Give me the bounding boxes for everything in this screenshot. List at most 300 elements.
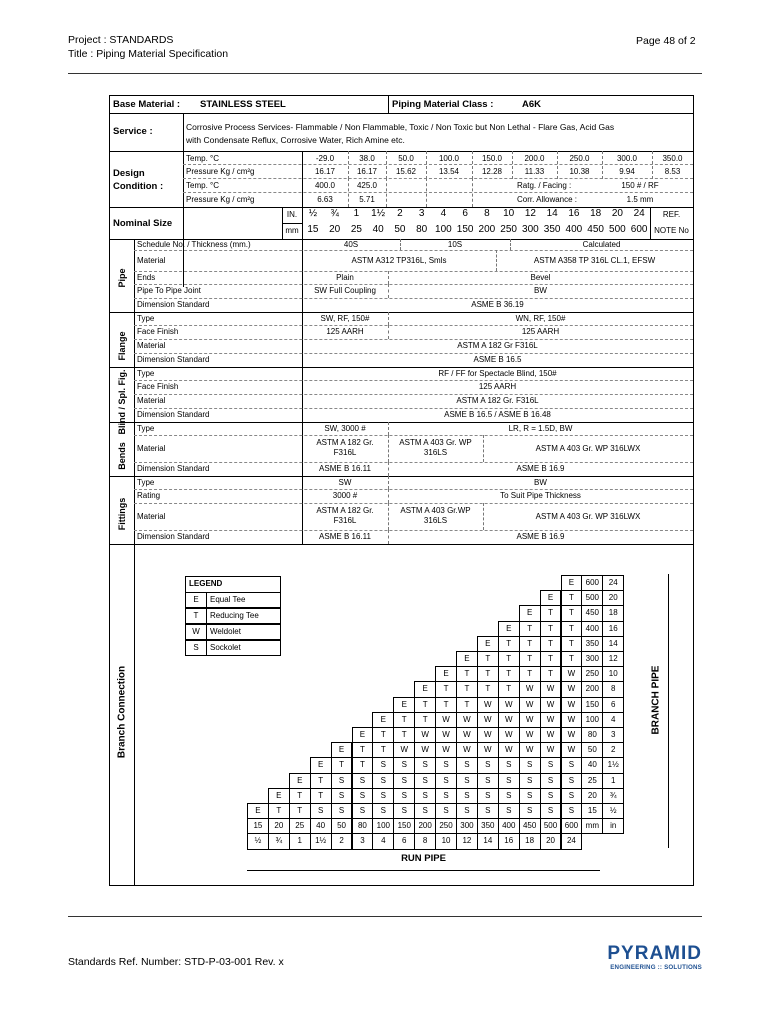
row-value: ASME B 16.9 — [516, 532, 565, 541]
branch-cell: S — [435, 803, 457, 819]
run-size-mm: 15 — [247, 818, 269, 834]
row-label: Dimension Standard — [137, 300, 210, 309]
base-material-value: STAINLESS STEEL — [200, 99, 286, 110]
branch-cell: S — [540, 773, 562, 789]
branch-cell: W — [519, 712, 541, 728]
row-value: ASME B 16.11 — [319, 464, 371, 473]
branch-size-in: 6 — [602, 697, 624, 713]
branch-cell: T — [540, 621, 562, 637]
piping-class-value: A6K — [522, 99, 542, 110]
branch-cell: E — [331, 742, 353, 758]
branch-size-in: 12 — [602, 651, 624, 667]
design-temp: 350.0 — [662, 154, 683, 163]
branch-cell: W — [561, 712, 583, 728]
branch-cell: W — [456, 712, 478, 728]
branch-cell: S — [561, 788, 583, 804]
branch-cell: T — [456, 666, 478, 682]
branch-cell: T — [310, 788, 332, 804]
row-value: BW — [534, 286, 547, 295]
standards-ref: Standards Ref. Number: STD-P-03-001 Rev. x — [68, 956, 284, 968]
branch-cell: E — [519, 605, 541, 621]
branch-cell: S — [414, 788, 436, 804]
branch-cell: S — [352, 788, 374, 804]
branch-cell: S — [352, 773, 374, 789]
nominal-inch: 3 — [418, 208, 425, 219]
nominal-inch: 6 — [462, 208, 468, 219]
row-value: ASME B 16.5 — [473, 355, 522, 364]
nominal-inch: 16 — [568, 208, 580, 219]
branch-cell: W — [477, 712, 499, 728]
row-label: Material — [137, 443, 166, 453]
branch-cell: S — [372, 757, 394, 773]
branch-cell: W — [393, 742, 415, 758]
branch-cell: W — [540, 712, 562, 728]
design-pressure: 15.62 — [395, 167, 417, 176]
branch-cell: W — [498, 712, 520, 728]
row-value: 125 AARH — [326, 327, 364, 336]
row-label: Type — [137, 368, 155, 378]
branch-size-in: 18 — [602, 605, 624, 621]
branch-cell: S — [540, 803, 562, 819]
branch-cell: T — [435, 697, 457, 713]
service-label: Service : — [113, 126, 153, 137]
branch-cell: T — [352, 742, 374, 758]
run-size-mm: 600 — [561, 818, 583, 834]
branch-cell: E — [352, 727, 374, 743]
rating-value: 150 # / RF — [621, 181, 659, 190]
branch-cell: W — [561, 727, 583, 743]
branch-cell: T — [372, 742, 394, 758]
run-size-in: 16 — [498, 833, 520, 849]
nominal-mm: 150 — [456, 224, 474, 235]
branch-cell: E — [372, 712, 394, 728]
design-temp: 200.0 — [524, 154, 545, 163]
run-size-mm: 100 — [372, 818, 394, 834]
nominal-mm: 20 — [329, 224, 341, 235]
branch-cell: S — [331, 803, 353, 819]
design-temp: 50.0 — [398, 154, 414, 163]
branch-cell: W — [540, 742, 562, 758]
branch-cell: S — [372, 803, 394, 819]
nominal-inch: 1 — [353, 208, 360, 219]
nominal-inch: 2 — [397, 208, 403, 219]
nominal-inch: ¾ — [330, 208, 339, 219]
nominal-mm: 500 — [609, 224, 626, 235]
nominal-mm: 25 — [350, 224, 362, 235]
branch-size-in: 2 — [602, 742, 624, 758]
legend-code: E — [185, 592, 207, 608]
nominal-mm: 450 — [587, 224, 604, 235]
branch-cell: S — [414, 803, 436, 819]
row-value: 316LS — [423, 516, 448, 525]
row-value: F316L — [333, 516, 357, 525]
branch-size-in: 14 — [602, 636, 624, 652]
nominal-size-label: Nominal Size — [113, 218, 173, 229]
run-size-mm: 80 — [352, 818, 374, 834]
branch-cell: E — [435, 666, 457, 682]
row-label: Schedule No. / Thickness (mm.) — [137, 239, 251, 249]
design-pressure: 11.33 — [524, 167, 545, 176]
branch-size-in: 20 — [602, 590, 624, 606]
row-value: 316LS — [423, 448, 448, 457]
branch-cell: W — [435, 712, 457, 728]
row-value: ASME B 16.5 / ASME B 16.48 — [444, 410, 551, 419]
branch-cell: T — [456, 681, 478, 697]
row-value: SW, RF, 150# — [320, 313, 370, 323]
branch-size-mm: 20 — [581, 788, 603, 804]
temp-label-2: Temp. °C — [186, 181, 219, 190]
branch-cell: T — [519, 636, 541, 652]
nominal-inch: 18 — [590, 208, 602, 219]
row-label: Type — [137, 313, 155, 323]
branch-cell: W — [519, 697, 541, 713]
branch-cell: W — [498, 697, 520, 713]
branch-cell: S — [310, 803, 332, 819]
branch-cell: E — [393, 697, 415, 713]
unit-in: in — [602, 818, 624, 834]
run-size-in: ¾ — [268, 833, 290, 849]
row-value: ASTM A 182 Gr F316L — [457, 341, 538, 350]
branch-cell: W — [477, 742, 499, 758]
branch-cell: S — [393, 803, 415, 819]
row-value: ASME B 16.11 — [319, 532, 371, 541]
row-value: ASTM A 403 Gr. WP 316LWX — [535, 511, 641, 521]
run-size-mm: 40 — [310, 818, 332, 834]
branch-cell: S — [477, 803, 499, 819]
branch-cell: E — [498, 621, 520, 637]
section-flange: Flange — [117, 331, 127, 361]
nominal-mm: 100 — [435, 224, 452, 235]
row-value: LR, R = 1.5D, BW — [508, 423, 573, 433]
design-temp: 250.0 — [569, 154, 590, 163]
nominal-mm: 80 — [416, 224, 428, 235]
inch-unit: IN. — [286, 210, 298, 219]
branch-cell: S — [519, 773, 541, 789]
run-size-mm: 450 — [519, 818, 541, 834]
branch-cell: T — [414, 697, 436, 713]
run-size-in: 18 — [519, 833, 541, 849]
row-label: Face Finish — [137, 327, 179, 336]
branch-size-mm: 500 — [581, 590, 603, 606]
legend-text: Sockolet — [206, 640, 281, 656]
branch-cell: S — [477, 757, 499, 773]
branch-cell: S — [456, 788, 478, 804]
row-value: F316L — [333, 448, 357, 457]
branch-cell: W — [477, 697, 499, 713]
design-pressure: 16.17 — [356, 167, 378, 176]
design-pressure-2: 6.63 — [317, 195, 333, 204]
branch-cell: S — [372, 788, 394, 804]
legend-title: LEGEND — [185, 576, 281, 592]
design-pressure: 8.53 — [664, 167, 681, 176]
branch-cell: T — [393, 712, 415, 728]
nominal-mm: 300 — [522, 224, 539, 235]
branch-cell: T — [498, 681, 520, 697]
row-value: ASTM A358 TP 316L CL.1, EFSW — [533, 255, 656, 265]
row-label: Dimension Standard — [137, 464, 210, 473]
row-label: Dimension Standard — [137, 355, 210, 364]
base-material-label: Base Material : — [113, 99, 181, 110]
run-size-in: 8 — [414, 833, 436, 849]
branch-size-in: ¾ — [602, 788, 624, 804]
branch-cell: W — [456, 742, 478, 758]
run-size-in: ½ — [247, 833, 269, 849]
design-pressure: 13.54 — [438, 167, 460, 176]
nominal-mm: 350 — [543, 224, 561, 235]
nominal-mm: 600 — [630, 224, 648, 235]
run-size-mm: 150 — [393, 818, 415, 834]
nominal-mm: 250 — [500, 224, 517, 235]
run-size-in: 2 — [331, 833, 353, 849]
row-value: To Suit Pipe Thickness — [500, 491, 581, 500]
row-value: ASTM A 182 Gr. — [316, 438, 374, 447]
branch-cell: T — [498, 666, 520, 682]
spec-sheet — [109, 95, 694, 886]
branch-cell: E — [268, 788, 290, 804]
row-label: Material — [137, 396, 166, 405]
nominal-mm: 200 — [478, 224, 496, 235]
page-number: Page 48 of 2 — [636, 35, 696, 47]
branch-cell: T — [540, 636, 562, 652]
branch-cell: S — [435, 757, 457, 773]
branch-cell: W — [456, 727, 478, 743]
branch-cell: S — [456, 803, 478, 819]
row-value: ASME B 36.19 — [471, 300, 524, 309]
row-value: ASTM A 182 Gr. — [316, 506, 374, 515]
design-temp: 38.0 — [359, 154, 375, 163]
branch-size-mm: 350 — [581, 636, 603, 652]
legend-code: S — [185, 640, 207, 656]
run-size-in: 20 — [540, 833, 562, 849]
branch-cell: T — [477, 681, 499, 697]
branch-cell: T — [268, 803, 290, 819]
branch-cell: E — [540, 590, 562, 606]
branch-size-mm: 250 — [581, 666, 603, 682]
run-size-in: 1½ — [310, 833, 332, 849]
branch-cell: T — [393, 727, 415, 743]
branch-cell: W — [435, 727, 457, 743]
section-blind: Blind / Spl. Fig. — [117, 369, 127, 435]
branch-cell: W — [561, 697, 583, 713]
branch-cell: W — [435, 742, 457, 758]
branch-cell: S — [498, 757, 520, 773]
row-label: Face Finish — [137, 382, 179, 391]
branch-cell: W — [519, 727, 541, 743]
branch-cell: T — [519, 621, 541, 637]
design-temp-2: 425.0 — [356, 181, 378, 190]
nominal-inch: 24 — [633, 208, 645, 219]
footer-divider — [68, 916, 702, 917]
design-label: Design — [113, 168, 145, 179]
branch-size-in: 16 — [602, 621, 624, 637]
branch-cell: S — [498, 803, 520, 819]
section-pipe: Pipe — [117, 268, 127, 288]
branch-size-in: ½ — [602, 803, 624, 819]
row-value: WN, RF, 150# — [515, 313, 566, 323]
branch-cell: W — [540, 681, 562, 697]
row-label: Material — [137, 341, 166, 350]
row-label: Material — [137, 255, 166, 265]
branch-cell: S — [435, 773, 457, 789]
design-pressure-2: 5.71 — [359, 195, 375, 204]
row-label: Dimension Standard — [137, 410, 210, 419]
row-value: SW Full Coupling — [314, 286, 376, 295]
nominal-inch: ½ — [308, 208, 318, 219]
branch-cell: T — [289, 788, 311, 804]
branch-cell: S — [477, 773, 499, 789]
branch-cell: W — [561, 666, 583, 682]
branch-cell: W — [498, 742, 520, 758]
branch-size-mm: 450 — [581, 605, 603, 621]
design-temp-2: 400.0 — [314, 181, 336, 190]
ref-label: REF. — [662, 210, 681, 219]
branch-cell: T — [540, 605, 562, 621]
row-value: ASTM A 182 Gr. F316L — [456, 396, 539, 405]
branch-cell: T — [561, 621, 583, 637]
pressure-label-2: Pressure Kg / cm²g — [186, 195, 255, 204]
branch-size-mm: 50 — [581, 742, 603, 758]
row-value: 10S — [447, 239, 463, 249]
corr-allowance-value: 1.5 mm — [626, 195, 654, 204]
run-size-in: 3 — [352, 833, 374, 849]
branch-cell: S — [435, 788, 457, 804]
pyramid-logo — [588, 944, 702, 972]
temp-label-1: Temp. °C — [186, 154, 219, 163]
branch-cell: T — [310, 773, 332, 789]
branch-cell: T — [477, 666, 499, 682]
rating-label: Ratg. / Facing : — [517, 181, 572, 190]
branch-cell: S — [519, 803, 541, 819]
branch-cell: S — [393, 773, 415, 789]
run-size-mm: 500 — [540, 818, 562, 834]
run-size-in: 10 — [435, 833, 457, 849]
branch-size-mm: 300 — [581, 651, 603, 667]
branch-size-in: 8 — [602, 681, 624, 697]
run-size-mm: 50 — [331, 818, 353, 834]
run-size-in: 24 — [561, 833, 583, 849]
run-size-in: 6 — [393, 833, 415, 849]
nominal-inch: 12 — [524, 208, 536, 219]
branch-size-in: 10 — [602, 666, 624, 682]
design-pressure: 9.94 — [619, 167, 635, 176]
run-size-in: 14 — [477, 833, 499, 849]
condition-label: Condition : — [113, 181, 164, 192]
mm-unit: mm — [285, 226, 299, 235]
nominal-mm: 40 — [372, 224, 384, 235]
row-value: BW — [534, 477, 547, 487]
row-value: ASTM A312 TP316L, Smls — [351, 255, 447, 265]
header-divider — [68, 73, 702, 74]
branch-cell: W — [540, 727, 562, 743]
row-value: 125 AARH — [521, 327, 560, 336]
run-size-mm: 200 — [414, 818, 436, 834]
branch-cell: E — [247, 803, 269, 819]
branch-cell: S — [393, 757, 415, 773]
row-label: Pipe To Pipe Joint — [137, 286, 201, 295]
branch-cell: T — [289, 803, 311, 819]
branch-cell: S — [498, 788, 520, 804]
service-text-line1: Corrosive Process Services- Flammable / Non Flammable, Toxic / Non Toxic but Non Lethal - Flare Gas, Acid Gas — [186, 122, 615, 132]
branch-cell: E — [289, 773, 311, 789]
row-value: ASTM A 403 Gr.WP — [400, 506, 471, 515]
branch-cell: T — [477, 651, 499, 667]
branch-cell: E — [414, 681, 436, 697]
legend-text: Equal Tee — [206, 592, 281, 608]
corr-allowance-label: Corr. Allowance : — [517, 195, 578, 204]
branch-cell: W — [519, 742, 541, 758]
branch-cell: T — [435, 681, 457, 697]
design-temp: 150.0 — [481, 154, 503, 163]
row-label: Dimension Standard — [137, 532, 210, 541]
row-value: SW, 3000 # — [324, 423, 366, 433]
run-size-in: 4 — [372, 833, 394, 849]
branch-size-mm: 150 — [581, 697, 603, 713]
row-value: ASTM A 403 Gr. WP — [399, 438, 472, 447]
branch-cell: W — [540, 697, 562, 713]
branch-cell: S — [540, 757, 562, 773]
branch-size-in: 1 — [602, 773, 624, 789]
run-size-in: 12 — [456, 833, 478, 849]
row-value: Calculated — [582, 239, 621, 249]
branch-cell: S — [414, 757, 436, 773]
branch-size-mm: 25 — [581, 773, 603, 789]
branch-pipe-label: BRANCH PIPE — [650, 665, 662, 735]
branch-cell: W — [414, 742, 436, 758]
section-branch-connection: Branch Connection — [116, 665, 128, 759]
project-title: Project : STANDARDS — [68, 34, 174, 46]
branch-cell: S — [352, 803, 374, 819]
branch-cell: T — [352, 757, 374, 773]
branch-cell: S — [456, 757, 478, 773]
branch-cell: S — [393, 788, 415, 804]
row-value: Plain — [336, 272, 354, 282]
branch-size-in: 1½ — [602, 757, 624, 773]
branch-cell: E — [561, 575, 583, 591]
branch-cell: S — [561, 757, 583, 773]
note-label: NOTE No — [654, 226, 689, 235]
branch-cell: T — [372, 727, 394, 743]
design-pressure: 12.28 — [481, 167, 503, 176]
branch-cell: S — [414, 773, 436, 789]
row-value: 3000 # — [332, 491, 358, 500]
branch-cell: T — [414, 712, 436, 728]
branch-cell: S — [331, 788, 353, 804]
branch-cell: E — [456, 651, 478, 667]
nominal-mm: 400 — [565, 224, 583, 235]
branch-cell: E — [310, 757, 332, 773]
run-size-mm: 25 — [289, 818, 311, 834]
row-value: RF / FF for Spectacle Blind, 150# — [438, 368, 557, 378]
branch-cell: S — [456, 773, 478, 789]
design-pressure: 16.17 — [314, 167, 336, 176]
legend-text: Reducing Tee — [206, 608, 281, 624]
branch-cell: S — [561, 773, 583, 789]
run-size-mm: 20 — [268, 818, 290, 834]
branch-size-mm: 200 — [581, 681, 603, 697]
branch-cell: E — [477, 636, 499, 652]
branch-cell: S — [540, 788, 562, 804]
row-value: 125 AARH — [478, 382, 517, 391]
branch-cell: W — [561, 742, 583, 758]
branch-cell: W — [519, 681, 541, 697]
row-label: Material — [137, 511, 166, 521]
branch-cell: S — [561, 803, 583, 819]
branch-size-in: 4 — [602, 712, 624, 728]
branch-cell: T — [561, 590, 583, 606]
branch-cell: T — [561, 651, 583, 667]
branch-size-in: 24 — [602, 575, 624, 591]
legend-code: W — [185, 624, 207, 640]
